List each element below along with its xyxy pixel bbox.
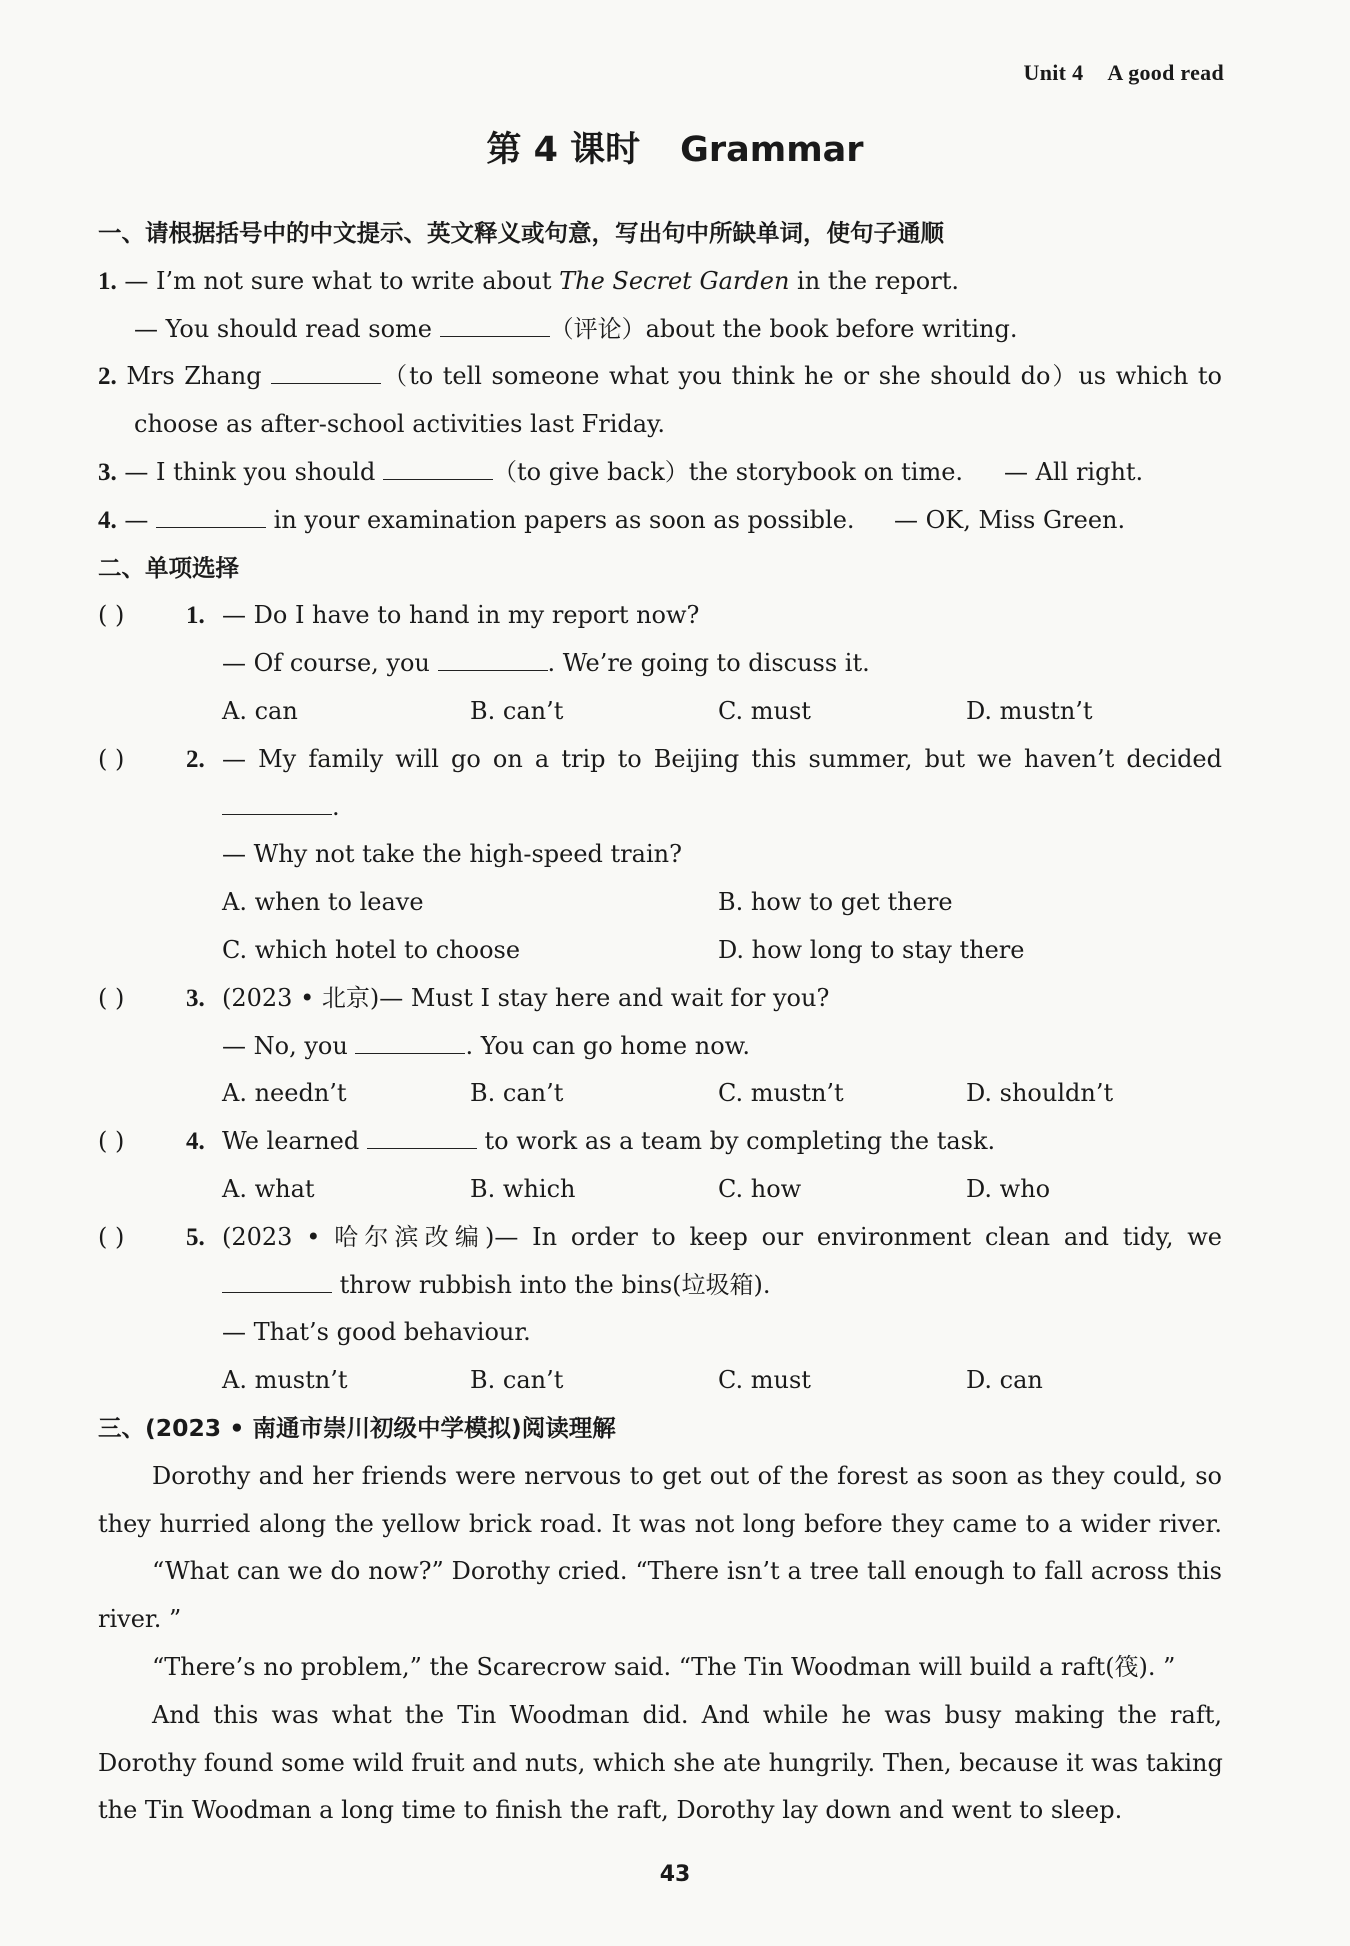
s2-q5-option-a[interactable]: A. mustn’t	[222, 1366, 348, 1395]
s2-q1-text2-end: . We’re going to discuss it.	[547, 649, 870, 678]
s2-q3-option-a[interactable]: A. needn’t	[222, 1079, 347, 1108]
s2-q4-blank	[367, 1122, 477, 1149]
s2-q3-number: 3.	[186, 984, 205, 1012]
s2-q2-options-cd	[98, 927, 1222, 975]
s2-q5-line2	[98, 1262, 1222, 1310]
s2-q1-options	[98, 688, 1222, 736]
lesson-number: 第 4 课时	[486, 130, 641, 170]
s2-q3-line1	[98, 975, 1222, 1023]
s1-q1-number: 1.	[98, 267, 117, 295]
s2-q4-text-end: to work as a team by completing the task.	[476, 1127, 996, 1156]
s2-q1-text2: — Of course, you	[222, 649, 438, 678]
s2-q3-blank	[355, 1027, 465, 1054]
s2-q5-blank	[222, 1266, 332, 1293]
s2-q2-option-a[interactable]: A. when to leave	[222, 888, 424, 917]
s2-q3-text2: — No, you	[222, 1031, 356, 1060]
s2-q2-option-c[interactable]: C. which hotel to choose	[222, 935, 521, 964]
s2-q2-line3	[98, 831, 1222, 879]
s2-q4-text: We learned	[222, 1127, 367, 1156]
s2-q1-option-b[interactable]: B. can’t	[470, 696, 564, 725]
reading-p2-line2: river. ”	[98, 1605, 182, 1634]
reading-p4-line3: the Tin Woodman a long time to finish the raft, Dorothy lay down and went to sleep.	[98, 1796, 1123, 1825]
s1-q2-line1	[98, 353, 1222, 401]
reading-p4-line2: Dorothy found some wild fruit and nuts, which she ate hungrily. Then, because it was taking	[98, 1748, 1223, 1777]
s2-q4-option-d[interactable]: D. who	[966, 1174, 1051, 1203]
s1-q1-line1	[98, 258, 1222, 306]
s2-q4-option-b[interactable]: B. which	[470, 1174, 576, 1203]
reading-p1-line1: Dorothy and her friends were nervous to get out of the forest as soon as they could, so	[152, 1461, 1222, 1490]
section1-heading: 一、请根据括号中的中文提示、英文释义或句意，写出句中所缺单词，使句子通顺	[98, 219, 944, 247]
s1-q2-text-end: （to tell someone what you think he or she should do）us which to	[381, 362, 1222, 391]
s2-q5-reply: — That’s good behaviour.	[222, 1318, 531, 1347]
s2-q3-option-d[interactable]: D. shouldn’t	[966, 1079, 1114, 1108]
s2-q5-line1	[98, 1214, 1222, 1262]
s2-q1-bracket[interactable]: ( )	[98, 601, 125, 630]
s2-q1-blank	[438, 644, 548, 671]
reading-p4-line1: And this was what the Tin Woodman did. And while he was busy making the raft,	[152, 1700, 1222, 1729]
s2-q4-bracket[interactable]: ( )	[98, 1127, 125, 1156]
running-header	[1024, 60, 1224, 86]
s2-q1-option-d[interactable]: D. mustn’t	[966, 696, 1093, 725]
s2-q5-bracket[interactable]: ( )	[98, 1222, 125, 1251]
s2-q4-option-c[interactable]: C. how	[718, 1174, 802, 1203]
s1-q4-dash: —	[124, 505, 157, 534]
s2-q3-options	[98, 1070, 1222, 1118]
page-title	[0, 122, 1350, 172]
s2-q1-text: — Do I have to hand in my report now?	[222, 601, 700, 630]
s2-q4-options	[98, 1166, 1222, 1214]
s1-q1-book-title: The Secret Garden	[559, 266, 790, 295]
s2-q5-option-d[interactable]: D. can	[966, 1366, 1043, 1395]
s2-q3-text2-end: . You can go home now.	[465, 1031, 750, 1060]
s1-q1-blank[interactable]	[440, 310, 550, 337]
header-topic: A good read	[1107, 60, 1224, 85]
s2-q5-option-c[interactable]: C. must	[718, 1366, 811, 1395]
s2-q2-reply: — Why not take the high-speed train?	[222, 840, 682, 869]
s2-q2-period: .	[332, 792, 340, 821]
s2-q1-option-c[interactable]: C. must	[718, 696, 811, 725]
s2-q4-line1	[98, 1118, 1222, 1166]
s1-q3-blank[interactable]	[383, 453, 493, 480]
section2-heading: 二、单项选择	[98, 553, 239, 582]
s2-q2-option-b[interactable]: B. how to get there	[718, 888, 953, 917]
s1-q1-text: — I’m not sure what to write about	[124, 266, 560, 295]
s1-q3-number: 3.	[98, 458, 117, 486]
s1-q2-blank[interactable]	[271, 357, 381, 384]
s1-q2-line2: choose as after-school activities last Friday.	[134, 410, 666, 439]
s2-q5-option-b[interactable]: B. can’t	[470, 1366, 564, 1395]
s2-q5-number: 5.	[186, 1223, 205, 1251]
s2-q2-text: — My family will go on a trip to Beijing this summer, but we haven’t decided	[222, 744, 1222, 773]
s2-q5-text2: throw rubbish into the bins(垃圾箱).	[332, 1270, 771, 1299]
s1-q2-text: Mrs Zhang	[126, 362, 272, 391]
reading-p2-line1: “What can we do now?” Dorothy cried. “There isn’t a tree tall enough to fall across this	[152, 1557, 1222, 1586]
s2-q3-option-b[interactable]: B. can’t	[470, 1079, 564, 1108]
s2-q3-bracket[interactable]: ( )	[98, 983, 125, 1012]
s2-q1-line2	[98, 640, 1222, 688]
s1-q1-text-end: in the report.	[789, 266, 959, 295]
s1-q4-text: in your examination papers as soon as possible.	[266, 505, 855, 534]
s2-q2-option-d[interactable]: D. how long to stay there	[718, 935, 1025, 964]
s2-q3-option-c[interactable]: C. mustn’t	[718, 1079, 844, 1108]
s1-q1-answer-text-end: （评论）about the book before writing.	[549, 314, 1018, 343]
s1-q3-reply: — All right.	[1004, 457, 1144, 486]
s1-q4-blank[interactable]	[156, 501, 266, 528]
s2-q1-option-a[interactable]: A. can	[222, 696, 298, 725]
s1-q3-text: — I think you should	[124, 457, 383, 486]
s1-q1-answer-text: — You should read some	[134, 314, 440, 343]
s2-q1-number: 1.	[186, 602, 205, 630]
s2-q5-text: (2023 • 哈尔滨改编)— In order to keep our environment clean and tidy, we	[222, 1222, 1222, 1251]
section3-heading: 三、(2023 • 南通市崇川初级中学模拟)阅读理解	[98, 1413, 616, 1442]
page-number: 43	[659, 1862, 691, 1887]
s2-q3-line2	[98, 1023, 1222, 1071]
s1-q3-text-end: （to give back）the storybook on time.	[492, 457, 964, 486]
s2-q2-line2	[98, 784, 1222, 832]
reading-p3-line1: “There’s no problem,” the Scarecrow said. “The Tin Woodman will build a raft(筏). ”	[152, 1652, 1176, 1681]
s2-q4-number: 4.	[186, 1128, 205, 1156]
lesson-name: Grammar	[680, 130, 864, 170]
s2-q1-line1	[98, 592, 1222, 640]
s1-q3-line	[98, 449, 1222, 497]
s2-q3-text: (2023 • 北京)— Must I stay here and wait for you?	[222, 983, 830, 1012]
header-unit: Unit 4	[1023, 60, 1084, 85]
s2-q2-line1	[98, 736, 1222, 784]
s2-q2-bracket[interactable]: ( )	[98, 744, 125, 773]
s1-q4-line	[98, 497, 1222, 545]
s1-q2-number: 2.	[98, 363, 117, 391]
s1-q4-number: 4.	[98, 506, 117, 534]
reading-p1-line2: they hurried along the yellow brick road. It was not long before they came to a wider river.	[98, 1509, 1222, 1538]
s2-q4-option-a[interactable]: A. what	[222, 1174, 315, 1203]
s2-q5-line3	[98, 1309, 1222, 1357]
s2-q5-options	[98, 1357, 1222, 1405]
s2-q2-blank	[222, 788, 332, 815]
s2-q2-number: 2.	[186, 745, 205, 773]
s2-q2-options-ab	[98, 879, 1222, 927]
s1-q1-line2	[98, 306, 1222, 354]
s1-q4-reply: — OK, Miss Green.	[894, 505, 1126, 534]
worksheet-content	[98, 210, 1222, 1835]
